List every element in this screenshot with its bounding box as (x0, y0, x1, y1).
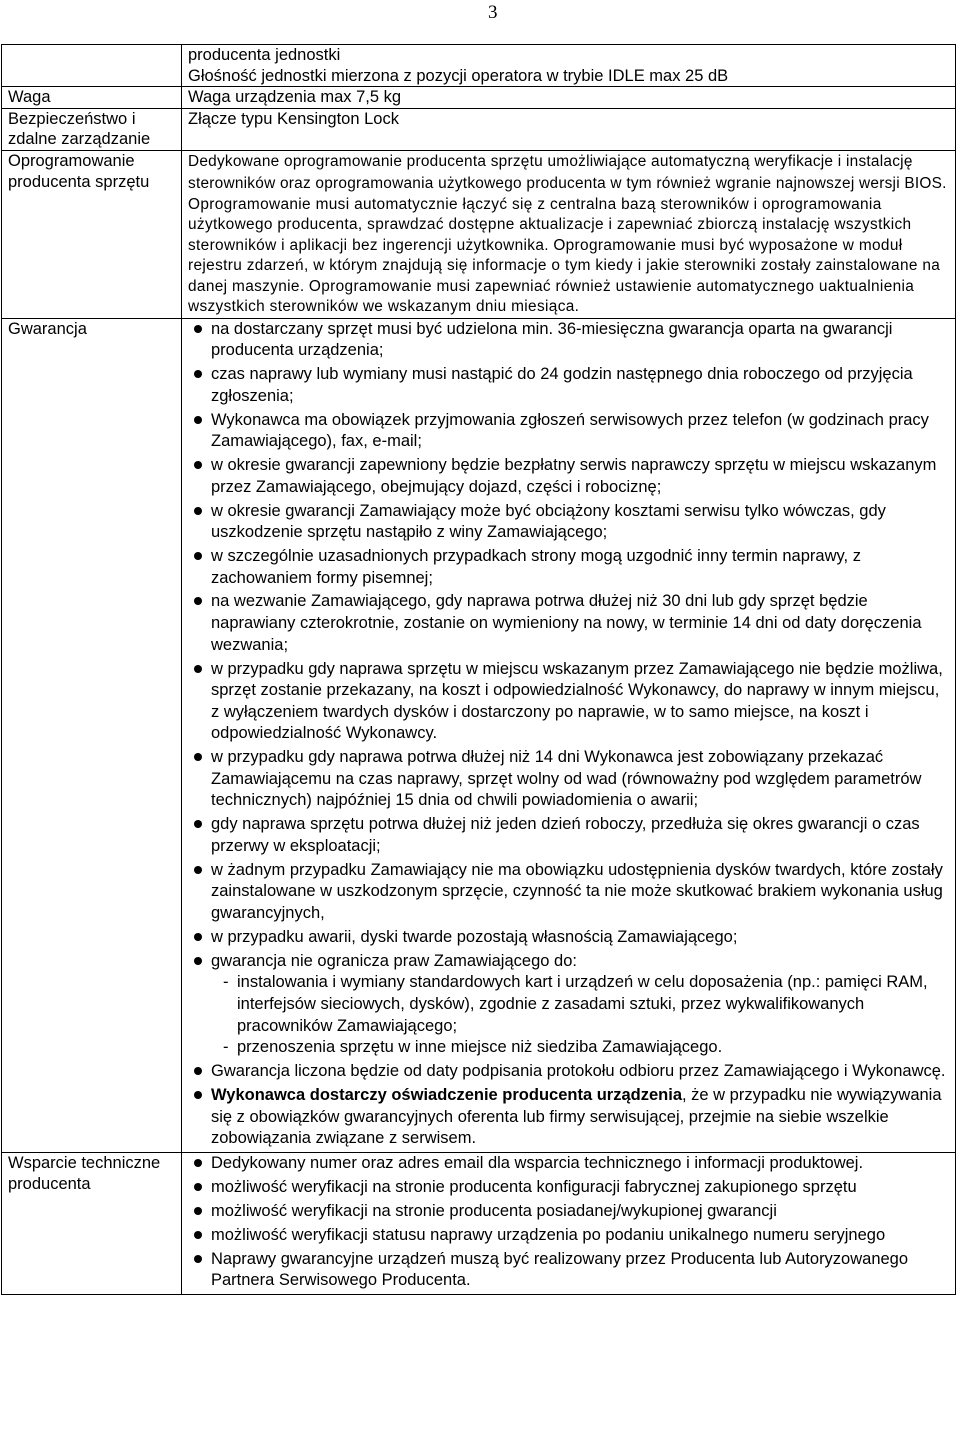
list-item (188, 951, 949, 1059)
bullet-icon (194, 866, 202, 874)
sublist-item (211, 1037, 949, 1059)
warranty-list (188, 319, 949, 1150)
table-row-oprogramowanie (2, 150, 956, 318)
list-item-text: gdy naprawa sprzętu potrwa dłużej niż jeden dzień roboczy, przedłuża się okres gwarancji o czas przerwy w eksploatacji; (211, 815, 920, 855)
bullet-icon (194, 507, 202, 515)
header-line-1: producenta jednostki (188, 46, 341, 64)
list-item-text: Dedykowany numer oraz adres email dla wsparcia technicznego i informacji produktowej. (211, 1153, 864, 1172)
bullet-icon (194, 753, 202, 761)
bullet-icon (194, 416, 202, 424)
list-item-text: w szczególnie uzasadnionych przypadkach strony mogą uzgodnić inny termin naprawy, z zachowaniem formy pisemnej; (211, 546, 861, 587)
row-label-oprogramowanie: Oprogramowanie producenta sprzętu (2, 150, 182, 318)
row-value-wsparcie (182, 1152, 956, 1294)
software-text-1: Dedykowane oprogramowanie producenta sprzętu umożliwiające automatyczną weryfikacje i instalację sterowników oraz oprogramowania użytkowego producenta w tym również wgranie najnowszej wersji BIOS. (188, 152, 947, 192)
list-item (188, 455, 949, 498)
row-value-oprogramowanie (182, 150, 956, 318)
bullet-icon (194, 370, 202, 378)
dash-mark: - (223, 973, 229, 992)
list-item (188, 927, 949, 949)
list-item (188, 1201, 949, 1223)
list-item-text: gwarancja nie ogranicza praw Zamawiającego do: (211, 951, 577, 970)
bullet-icon (194, 1255, 202, 1263)
bullet-icon (194, 933, 202, 941)
list-item-text: Naprawy gwarancyjne urządzeń muszą być realizowany przez Producenta lub Autoryzowanego Partnera Serwisowego Producenta. (211, 1249, 909, 1290)
table-row-header (2, 45, 956, 87)
row-content-header (182, 45, 956, 87)
bullet-icon (194, 957, 202, 965)
bullet-icon (194, 1207, 202, 1215)
bullet-icon (194, 597, 202, 605)
bullet-icon (194, 552, 202, 560)
bullet-icon (194, 1231, 202, 1239)
row-value-waga: Waga urządzenia max 7,5 kg (182, 87, 956, 109)
row-label-gwarancja: Gwarancja (2, 318, 182, 1152)
sublist-item-text: instalowania i wymiany standardowych kart i urządzeń w celu doposażenia (np.: pamięci RAM, interfejsów sieciowych, dysków), zgodnie z zasadami sztuki, przez wykwalifikowanych pracowników Zamawiającego; (237, 973, 928, 1035)
bold-statement: Wykonawca dostarczy oświadczenie producenta urządzenia (211, 1085, 682, 1104)
list-item (188, 1061, 949, 1083)
list-item (188, 1177, 949, 1199)
list-item-text: w przypadku awarii, dyski twarde pozostają własnością Zamawiającego; (211, 927, 738, 946)
sublist-item (211, 972, 949, 1037)
bullet-icon (194, 820, 202, 828)
page-number: 3 (488, 2, 498, 23)
list-item-text: w przypadku gdy naprawa potrwa dłużej niż 14 dni Wykonawca jest zobowiązany przekazać Zamawiającemu na czas naprawy, sprzęt wolny od wad (równoważny pod względem parametrów technicznych) najpóźniej 15 dnia od chwili powiadomienia o awarii; (211, 748, 922, 810)
list-item (188, 747, 949, 812)
list-item (188, 364, 949, 407)
row-label-wsparcie: Wsparcie techniczne producenta (2, 1152, 182, 1294)
list-item (188, 1153, 949, 1175)
list-item-text: w okresie gwarancji Zamawiający może być obciążony kosztami serwisu tylko wówczas, gdy uszkodzenie sprzętu nastąpiło z winy Zamawiającego; (211, 501, 886, 542)
list-item (188, 501, 949, 544)
bullet-icon (194, 1183, 202, 1191)
row-label-bezpieczenstwo: Bezpieczeństwo i zdalne zarządzanie (2, 108, 182, 150)
warranty-sublist (211, 972, 949, 1058)
row-value-gwarancja (182, 318, 956, 1152)
list-item-text: w żadnym przypadku Zamawiający nie ma obowiązku udostępnienia dysków twardych, które zostały zainstalowane w uszkodzonym sprzęcie, czynność ta nie może skutkować brakiem wykonania usług gwarancyjnych, (211, 860, 943, 922)
bullet-icon (194, 325, 202, 333)
support-list (188, 1153, 949, 1292)
sublist-item-text: przenoszenia sprzętu w inne miejsce niż siedziba Zamawiającego. (237, 1038, 723, 1057)
list-item-text: możliwość weryfikacji na stronie producenta konfiguracji fabrycznej zakupionego sprzętu (211, 1177, 857, 1196)
list-item (188, 410, 949, 453)
list-item-text: na wezwanie Zamawiającego, gdy naprawa potrwa dłużej niż 30 dni lub gdy sprzęt będzie naprawiany czterokrotnie, zostanie on wymieniony na nowy, w terminie 14 dni od daty doręczenia wezwania; (211, 592, 922, 654)
list-item (188, 546, 949, 589)
header-line-2: Głośność jednostki mierzona z pozycji operatora w trybie IDLE max 25 dB (188, 66, 729, 85)
list-item-text: na dostarczany sprzęt musi być udzielona min. 36-miesięczna gwarancja oparta na gwarancji producenta urządzenia; (211, 319, 893, 360)
list-item-text: w okresie gwarancji zapewniony będzie bezpłatny serwis naprawczy sprzętu w miejscu wskazanym przez Zamawiającego, obejmujący dojazd, części i robociznę; (211, 456, 937, 496)
list-item (188, 1085, 949, 1150)
list-item-text: w przypadku gdy naprawa sprzętu w miejscu wskazanym przez Zamawiającego nie będzie możliwa, sprzęt zostanie przekazany, na koszt i odpowiedzialność Wykonawcy, do naprawy w innym miejscu, z wyłączeniem twardych dysków i dostarczony po naprawie, w to samo miejsce, na koszt i odpowiedzialność Wykonawcy. (211, 659, 943, 743)
bullet-icon (194, 1091, 202, 1099)
specification-table (1, 44, 956, 1295)
bullet-icon (194, 1067, 202, 1075)
list-item-text: Gwarancja liczona będzie od daty podpisania protokołu odbioru przez Zamawiającego i Wykonawcę. (211, 1062, 946, 1081)
list-item (188, 860, 949, 925)
software-text-3: Oprogramowanie musi być wyposażone w moduł rejestru zdarzeń, w którym znajdują się informacje o tym kiedy i jakie sterowniki zostały zainstalowane na danej maszynie. (188, 236, 941, 295)
list-item-text: możliwość weryfikacji statusu naprawy urządzenia po podaniu unikalnego numeru seryjnego (211, 1225, 886, 1244)
list-item (188, 319, 949, 362)
bullet-icon (194, 665, 202, 673)
software-text-2: Oprogramowanie musi automatycznie łączyć się z centralna bazą sterowników i oprogramowania użytkowego producenta, sprawdzać dostępne aktualizacje i zapewniać zbiorczą instalację wszystkich sterowników i aplikacji bez ingerencji użytkownika. (188, 195, 912, 254)
bullet-icon (194, 1159, 202, 1167)
table-row-gwarancja (2, 318, 956, 1152)
list-item-text: , że w przypadku nie wywiązywania się z obowiązków gwarancyjnych oferenta lub firmy serwisującej, przejmie na siebie wszelkie zobowiązania związane z serwisem. (211, 1085, 942, 1148)
list-item-text: Wykonawca ma obowiązek przyjmowania zgłoszeń serwisowych przez telefon (w godzinach pracy Zamawiającego), fax, e-mail; (211, 410, 929, 451)
list-item (188, 814, 949, 857)
list-item (188, 1249, 949, 1292)
software-text-4: Oprogramowanie musi zapewniać również ustawienie automatycznego uaktualnienia wszystkich sterowników we wskazanym dniu miesiąca. (188, 277, 915, 316)
table-row-bezpieczenstwo (2, 108, 956, 150)
list-item-text: możliwość weryfikacji na stronie producenta posiadanej/wykupionej gwarancji (211, 1201, 777, 1220)
list-item-text: czas naprawy lub wymiany musi nastąpić do 24 godzin następnego dnia roboczego od przyjęcia zgłoszenia; (211, 365, 913, 405)
list-item (188, 591, 949, 656)
table-row-wsparcie (2, 1152, 956, 1294)
row-value-bezpieczenstwo: Złącze typu Kensington Lock (182, 108, 956, 150)
table-row-waga (2, 87, 956, 109)
bullet-icon (194, 461, 202, 469)
dash-mark: - (223, 1038, 229, 1057)
row-label-empty (2, 45, 182, 87)
list-item (188, 1225, 949, 1247)
list-item (188, 659, 949, 745)
row-label-waga: Waga (2, 87, 182, 109)
